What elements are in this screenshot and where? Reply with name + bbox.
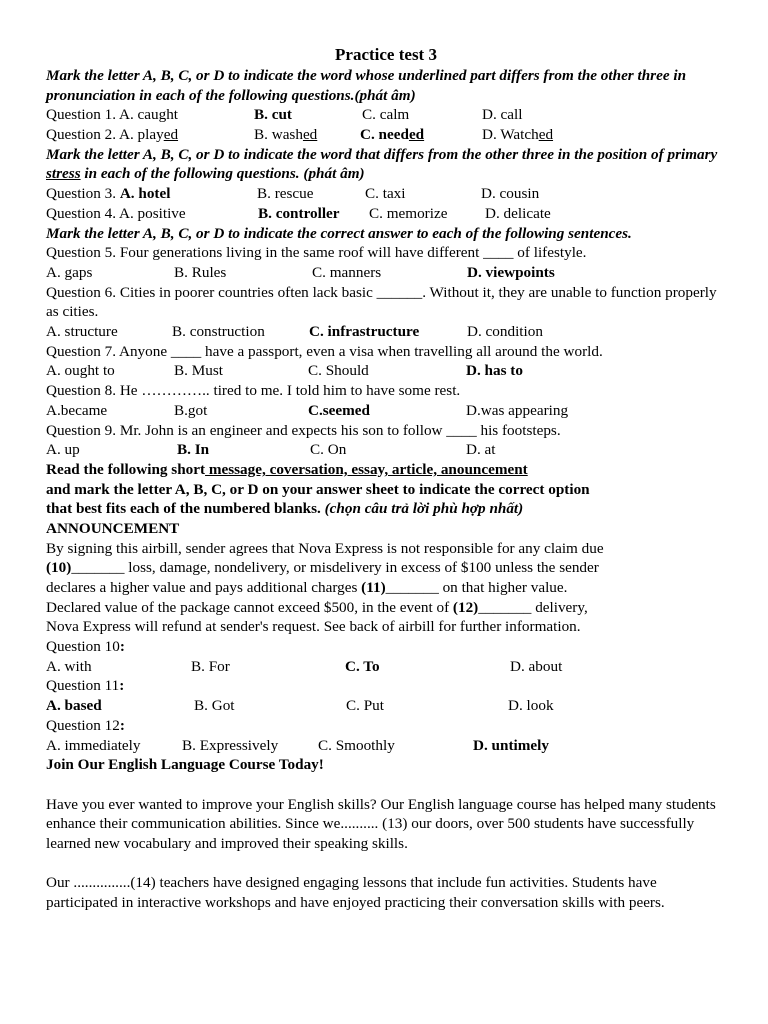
q2-option-b: B. washed <box>254 126 318 144</box>
q7-option-c: C. Should <box>308 362 369 380</box>
q4-option-a: Question 4. A. positive <box>46 204 186 222</box>
announcement-line2: (10)_______ loss, damage, nondelivery, or misdelivery in excess of $100 unless the sender <box>46 559 599 577</box>
q6-option-d: D. condition <box>467 323 543 341</box>
course-paragraph-1: Have you ever wanted to improve your English skills? Our English language course has helped many students enhance their communication abilities. Since we.......... (13) our doors, over 500 students have successfully learned new vocabulary and improved their speaking skills. <box>46 795 716 853</box>
q1-option-b: B. cut <box>254 106 292 124</box>
q3-option-a: A. hotel <box>119 185 171 203</box>
q5-option-b: B. Rules <box>174 263 227 281</box>
question-3 <box>46 184 726 204</box>
section4-instruction-line1: Read the following short message, coversation, essay, article, anouncement <box>46 460 528 478</box>
question-7-text: Question 7. Anyone ____ have a passport, even a visa when travelling all around the world. <box>46 342 603 360</box>
q12-option-b: B. Expressively <box>182 736 279 754</box>
question-6-options <box>46 322 726 342</box>
q10-option-b: B. For <box>191 657 230 675</box>
question-4 <box>46 204 726 224</box>
question-11-options <box>46 696 726 716</box>
section4-instruction-line2: and mark the letter A, B, C, or D on your answer sheet to indicate the correct option <box>46 480 590 498</box>
practice-test-document <box>46 44 726 913</box>
q11-option-d: D. look <box>508 697 554 715</box>
question-9-options <box>46 440 726 460</box>
question-10-label: Question 10: <box>46 638 125 656</box>
question-6-text: Question 6. Cities in poorer countries often lack basic ______. Without it, they are unable to function properly as cities. <box>46 283 717 321</box>
question-5-text: Question 5. Four generations living in the same roof will have different ____ of lifestyle. <box>46 244 587 262</box>
q5-option-a: A. gaps <box>46 263 93 281</box>
q10-option-d: D. about <box>510 657 563 675</box>
q9-option-b: B. In <box>177 441 210 459</box>
question-8-text: Question 8. He ………….. tired to me. I told him to have some rest. <box>46 382 461 400</box>
q12-option-a: A. immediately <box>46 736 141 754</box>
question-10-options <box>46 657 726 677</box>
section3-instruction: Mark the letter A, B, C, or D to indicate the correct answer to each of the following sentences. <box>46 224 632 242</box>
q5-option-d: D. viewpoints <box>467 263 555 281</box>
question-9-text: Question 9. Mr. John is an engineer and expects his son to follow ____ his footsteps. <box>46 421 561 439</box>
announcement-line5: Nova Express will refund at sender's request. See back of airbill for further information. <box>46 618 581 636</box>
section4-instruction-line3: that best fits each of the numbered blanks. (chọn câu trả lời phù hợp nhất) <box>46 500 524 518</box>
q3-option-b: B. rescue <box>257 185 314 203</box>
q11-option-a: A. based <box>46 697 102 715</box>
question-12-label: Question 12: <box>46 716 125 734</box>
q5-option-c: C. manners <box>312 263 382 281</box>
announcement-heading: ANNOUNCEMENT <box>46 519 180 537</box>
q7-option-b: B. Must <box>174 362 223 380</box>
q3-label: Question 3. <box>46 185 120 203</box>
q11-option-c: C. Put <box>346 697 384 715</box>
q9-option-c: C. On <box>310 441 347 459</box>
q8-option-b: B.got <box>174 401 208 419</box>
q8-option-a: A.became <box>46 401 108 419</box>
section2-instruction: Mark the letter A, B, C, or D to indicate the word that differs from the other three in the position of primary stress in each of the following questions. (phát âm) <box>46 145 718 183</box>
q2-option-c: C. needed <box>360 126 425 144</box>
question-5-options <box>46 263 726 283</box>
question-7-options <box>46 361 726 381</box>
q9-option-a: A. up <box>46 441 80 459</box>
q6-option-b: B. construction <box>172 323 265 341</box>
q6-option-a: A. structure <box>46 323 118 341</box>
section1-instruction: Mark the letter A, B, C, or D to indicate the word whose underlined part differs from the other three in pronunciation in each of the following questions.(phát âm) <box>46 67 687 104</box>
q1-option-d: D. call <box>482 106 523 124</box>
question-12-options <box>46 736 726 756</box>
spacer <box>46 775 726 795</box>
course-paragraph-2: Our ...............(14) teachers have designed engaging lessons that include fun activities. Students have participated in interactive workshops and have enjoyed practicing their conversation skills with peers. <box>46 874 665 912</box>
question-2 <box>46 125 726 145</box>
q7-option-d: D. has to <box>466 362 523 380</box>
course-heading: Join Our English Language Course Today! <box>46 756 324 774</box>
q1-option-c: C. calm <box>362 106 410 124</box>
q6-option-c: C. infrastructure <box>309 323 420 341</box>
q9-option-d: D. at <box>466 441 496 459</box>
q4-option-b: B. controller <box>258 204 340 222</box>
q2-option-a: Question 2. A. played <box>46 126 179 144</box>
announcement-line1: By signing this airbill, sender agrees that Nova Express is not responsible for any claim due <box>46 539 604 557</box>
question-8-options <box>46 401 726 421</box>
q4-option-c: C. memorize <box>369 204 448 222</box>
q3-option-c: C. taxi <box>365 185 406 203</box>
q8-option-c: C.seemed <box>308 401 370 419</box>
question-11-label: Question 11: <box>46 677 125 695</box>
q3-option-d: D. cousin <box>481 185 540 203</box>
announcement-line4: Declared value of the package cannot exceed $500, in the event of (12)_______ delivery, <box>46 598 588 616</box>
q10-option-c: C. To <box>345 657 380 675</box>
q12-option-c: C. Smoothly <box>318 736 395 754</box>
q7-option-a: A. ought to <box>46 362 115 380</box>
q11-option-b: B. Got <box>194 697 235 715</box>
page-title: Practice test 3 <box>335 45 437 64</box>
q1-option-a: Question 1. A. caught <box>46 106 179 124</box>
q10-option-a: A. with <box>46 657 92 675</box>
spacer <box>46 854 726 874</box>
q4-option-d: D. delicate <box>485 204 551 222</box>
announcement-line3: declares a higher value and pays additional charges (11)_______ on that higher value. <box>46 579 568 597</box>
question-1 <box>46 105 726 125</box>
q2-option-d: D. Watched <box>482 126 554 144</box>
q12-option-d: D. untimely <box>473 736 549 754</box>
q8-option-d: D.was appearing <box>466 401 569 419</box>
